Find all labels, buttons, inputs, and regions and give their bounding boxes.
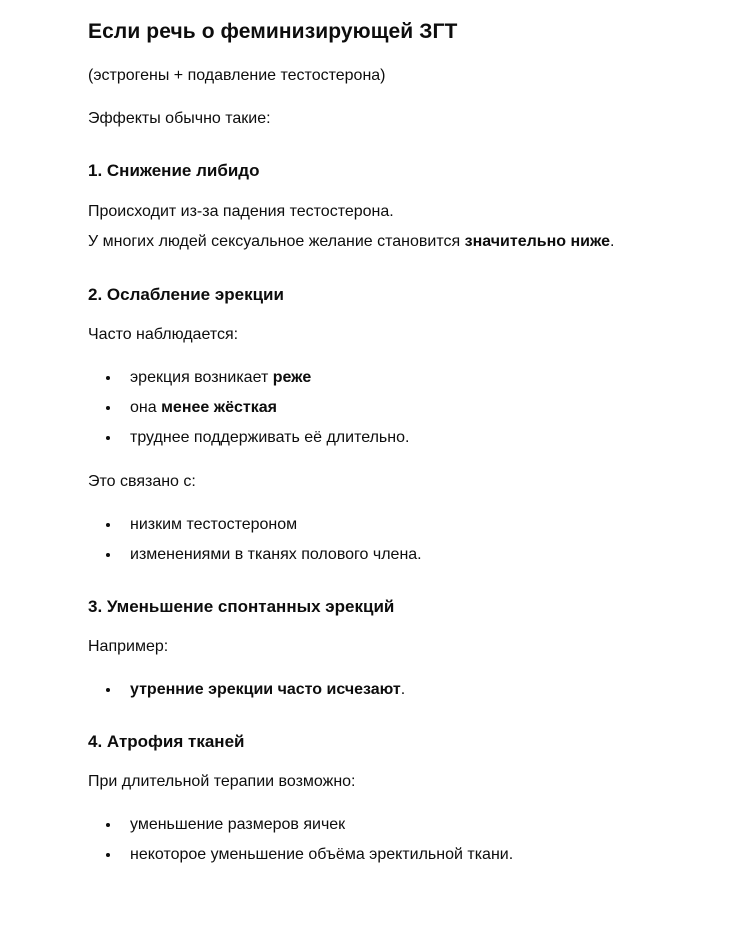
section1-line1: Происходит из-за падения тестостерона. <box>88 203 394 220</box>
list-item <box>121 841 660 869</box>
list-item <box>121 676 660 704</box>
section2-bullet-list-2 <box>88 511 660 569</box>
section1-line2-end: . <box>610 233 615 250</box>
page-title: Если речь о феминизирующей ЗГТ <box>88 20 458 43</box>
section-heading-4: 4. Атрофия тканей <box>88 732 245 751</box>
list-item-text: эрекция возникает <box>130 369 273 386</box>
list-item <box>121 394 660 422</box>
intro-text: Эффекты обычно такие: <box>88 110 271 127</box>
list-item-text: она <box>130 399 162 416</box>
section2-lead1: Часто наблюдается: <box>88 326 239 343</box>
list-item-text: некоторое уменьшение объёма эректильной ткани. <box>130 846 514 863</box>
section1-line2-pre: У многих людей сексуальное желание становится <box>88 233 465 250</box>
section-heading-2: 2. Ослабление эрекции <box>88 285 284 304</box>
list-item-text: . <box>400 681 406 698</box>
list-item-text: уменьшение размеров яичек <box>130 816 346 833</box>
list-item <box>121 364 660 392</box>
list-item-bold: утренние эрекции часто исчезают <box>130 681 401 698</box>
section1-line2-bold: значительно ниже <box>464 233 610 250</box>
list-item-bold: менее жёсткая <box>161 399 277 416</box>
list-item <box>121 811 660 839</box>
section-heading-3: 3. Уменьшение спонтанных эрекций <box>88 597 395 616</box>
list-item-text: труднее поддерживать её длительно. <box>130 429 410 446</box>
list-item-text: изменениями в тканях полового члена. <box>130 546 422 563</box>
subtitle: (эстрогены + подавление тестостерона) <box>88 67 386 84</box>
section-heading-1: 1. Снижение либидо <box>88 161 260 180</box>
list-item-bold: реже <box>272 369 312 386</box>
section3-lead: Например: <box>88 638 169 655</box>
section4-bullet-list <box>88 811 660 869</box>
section1-paragraph <box>88 197 660 257</box>
section3-bullet-list <box>88 676 660 704</box>
list-item-text: низким тестостероном <box>130 516 298 533</box>
section2-lead2: Это связано с: <box>88 473 196 490</box>
list-item <box>121 424 660 452</box>
section2-bullet-list-1 <box>88 364 660 452</box>
list-item <box>121 541 660 569</box>
section4-lead: При длительной терапии возможно: <box>88 773 356 790</box>
list-item <box>121 511 660 539</box>
